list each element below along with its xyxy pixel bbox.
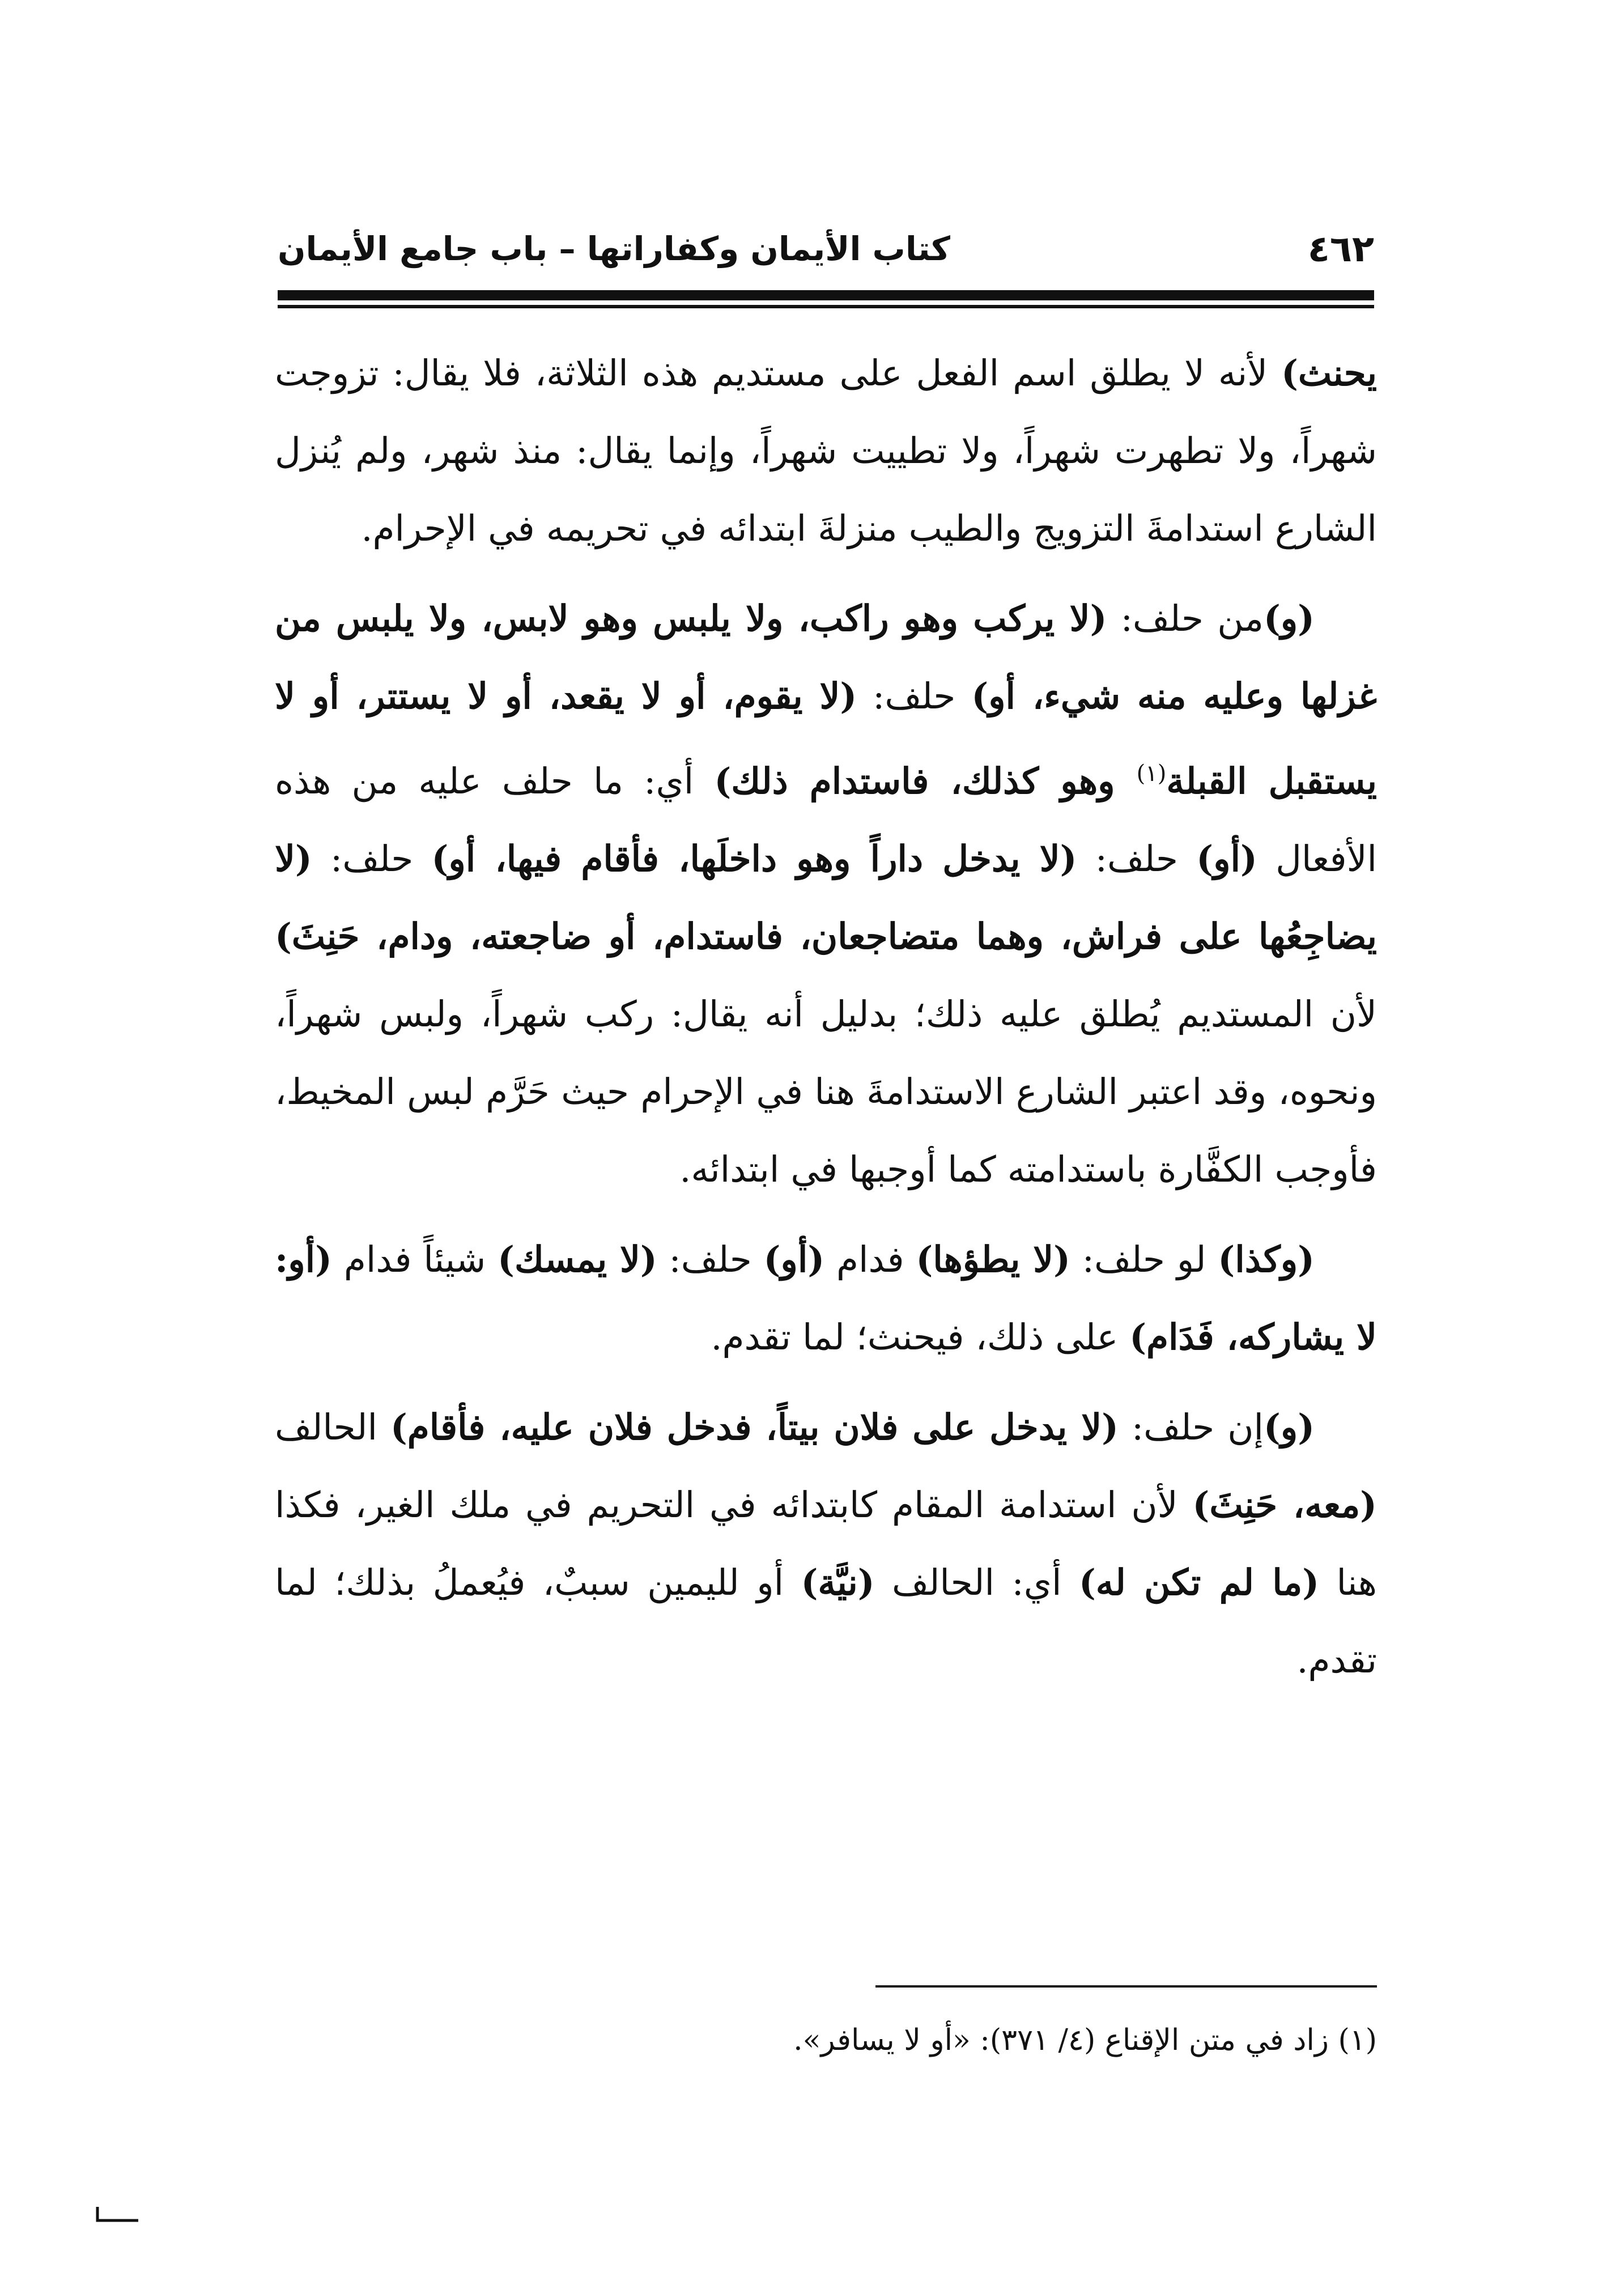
- sharh-text: من حلف:: [1107, 598, 1264, 639]
- sharh-text: فدام: [824, 1239, 916, 1280]
- matn-text: (معه، حَنِثَ): [1192, 1484, 1377, 1526]
- sharh-text: حلف:: [1077, 838, 1197, 880]
- footnote-ref: (١): [1136, 761, 1167, 787]
- sharh-text: أي: ما حلف عليه من هذه الأفعال: [275, 761, 1377, 880]
- sharh-text: لو حلف:: [1070, 1239, 1218, 1280]
- matn-text: (أو): [763, 1238, 825, 1280]
- sharh-text: حلف:: [312, 838, 432, 880]
- sharh-text: حلف:: [657, 1239, 764, 1280]
- header-rule-thick: [278, 290, 1374, 300]
- matn-text: (لا يضاجِعُها على فراش، وهما متضاجعان، فاستدام، أو ضاجعته، ودام، حَنِثَ): [275, 838, 1377, 957]
- matn-text: (وكذا): [1218, 1238, 1315, 1280]
- header-rule-thin: [278, 305, 1374, 308]
- matn-text: (لا يدخل داراً وهو داخلَها، فأقام فيها، أو): [431, 838, 1077, 880]
- paragraph: [275, 334, 1377, 567]
- matn-text: (أو): [1196, 838, 1257, 880]
- paragraph: [275, 1221, 1377, 1376]
- matn-text: (لا يركب وهو راكب، ولا يلبس وهو لابس، ولا يلبس من غزلها وعليه منه شيء، أو): [275, 597, 1377, 717]
- matn-text: (نيَّة): [801, 1561, 875, 1603]
- footnote: (١) زاد في متن الإقناع (٤/ ٣٧١): «أو لا يسافر».: [793, 2023, 1377, 2057]
- matn-text: وهو كذلك، فاستدام ذلك): [714, 760, 1137, 802]
- sharh-text: شيئاً فدام: [332, 1239, 498, 1280]
- body-text: [275, 334, 1377, 1712]
- matn-text: (لا يقوم، أو لا يقعد، أو لا يستتر، أو لا يستقبل القبلة: [275, 675, 1378, 802]
- matn-text: (و): [1263, 597, 1315, 639]
- matn-text: (لا يدخل على فلان بيتاً، فدخل فلان عليه، فأقام): [390, 1406, 1119, 1448]
- matn-text: (أو: لا يشاركه، فَدَام): [275, 1238, 1377, 1358]
- sharh-text: أي: الحالف: [874, 1562, 1079, 1603]
- sharh-text: لأن استدامة المقام كابتدائه في التحريم في ملك الغير، فكذا هنا: [275, 1484, 1377, 1603]
- sharh-text: أو لليمين سببٌ، فيُعملُ بذلك؛ لما تقدم.: [275, 1562, 1377, 1681]
- sharh-text: لأن المستديم يُطلق عليه ذلك؛ بدليل أنه يقال: ركب شهراً، ولبس شهراً، ونحوه، وقد اعتبر الشارع الاستدامةَ هنا في الإحرام حيث حَرَّم لبس المخيط، فأوجب الكفَّارة باستدامته كما أوجبها في ابتدائه.: [275, 993, 1377, 1190]
- page-number: ٤٦٢: [1307, 228, 1374, 270]
- matn-text: يحنث): [1281, 352, 1377, 394]
- sharh-text: حلف:: [857, 676, 972, 717]
- sharh-text: على ذلك، فيحنث؛ لما تقدم.: [711, 1317, 1130, 1358]
- matn-text: (لا يمسك): [498, 1238, 657, 1280]
- matn-text: (لا يطؤها): [916, 1238, 1070, 1280]
- paragraph: [275, 1388, 1377, 1699]
- sharh-text: لأنه لا يطلق اسم الفعل على مستديم هذه الثلاثة، فلا يقال: تزوجت شهراً، ولا تطهرت شهراً، ولا تطييت شهراً، وإنما يقال: منذ شهر، ولم يُنزل الشارع استدامةَ التزويج والطيب منزلةَ ابتدائه في تحريمه في الإحرام.: [275, 353, 1377, 549]
- footnote-separator: [875, 1985, 1377, 1988]
- matn-text: (و): [1263, 1406, 1315, 1448]
- chapter-title: كتاب الأيمان وكفاراتها – باب جامع الأيمان: [278, 230, 951, 268]
- running-header: [278, 224, 1374, 286]
- sharh-text: الحالف: [275, 1407, 390, 1448]
- paragraph: [275, 580, 1377, 1208]
- sharh-text: إن حلف:: [1118, 1407, 1264, 1448]
- crop-mark: [95, 2206, 141, 2223]
- matn-text: (ما لم تكن له): [1078, 1561, 1320, 1603]
